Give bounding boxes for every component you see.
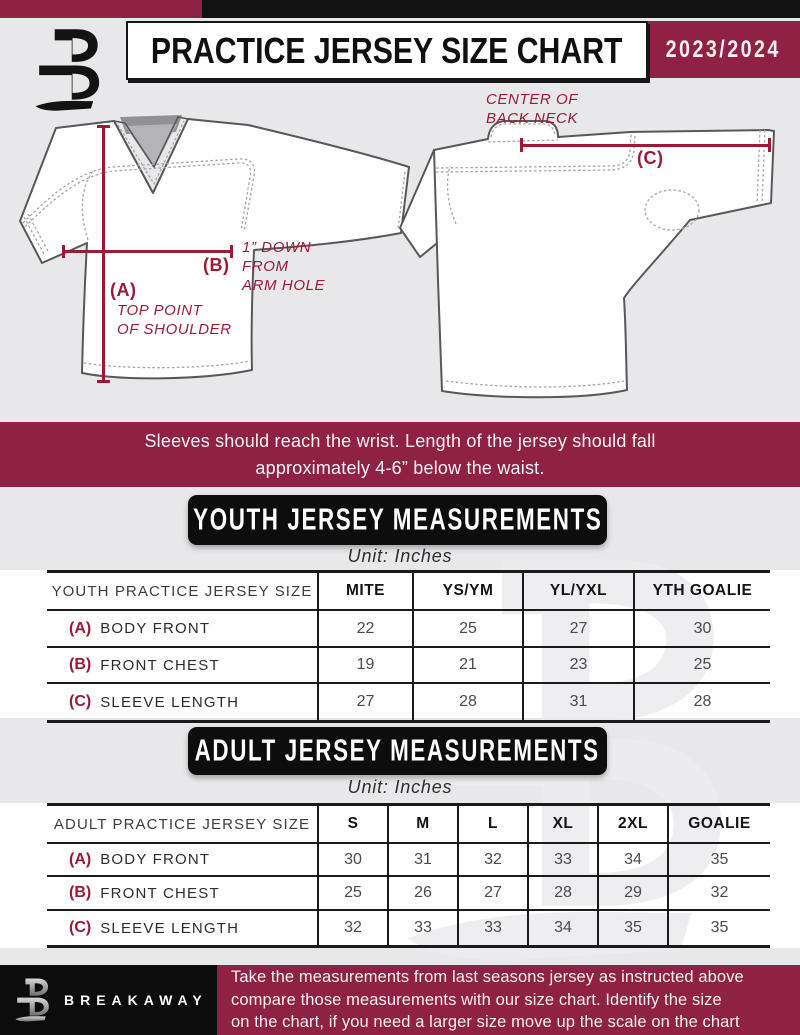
- footer-line1: Take the measurements from last seasons jersey as instructed above: [231, 968, 744, 987]
- footer-line3: on the chart, if you need a larger size move up the scale on the chart: [231, 1013, 740, 1032]
- measure-line-a: [102, 126, 105, 382]
- fit-instruction-line2: approximately 4-6” below the waist.: [255, 457, 545, 478]
- adult-section-heading: ADULT JERSEY MEASUREMENTS: [188, 727, 607, 775]
- adult-unit-label: Unit: Inches: [347, 777, 453, 797]
- measure-line-b-cap-right: [230, 245, 233, 258]
- breakaway-b-logo-icon: [34, 26, 108, 114]
- measure-line-c-cap-left: [520, 138, 523, 152]
- top-strip-maroon: [0, 0, 202, 18]
- youth-unit-label: Unit: Inches: [347, 546, 453, 566]
- table-row: (C) SLEEVE LENGTH 32 33 33 34 35 35: [47, 911, 770, 945]
- season-badge: [646, 21, 800, 78]
- label-c-note: CENTER OF BACK NECK: [486, 91, 579, 127]
- fit-instruction-line1: Sleeves should reach the wrist. Length of the jersey should fall: [144, 430, 656, 451]
- table-row: (A) BODY FRONT 22 25 27 30: [47, 611, 770, 648]
- page-title-box: [126, 21, 648, 80]
- jersey-back-diagram: [398, 104, 798, 409]
- youth-section-heading: YOUTH JERSEY MEASUREMENTS: [188, 495, 607, 545]
- top-strip-black: [202, 0, 800, 18]
- table-header-row: YOUTH PRACTICE JERSEY SIZE MITE YS/YM YL/YXL YTH GOALIE: [47, 573, 770, 611]
- footer-b-logo-icon: [14, 977, 54, 1023]
- footer-instructions: [217, 965, 800, 1035]
- measure-line-a-cap-bottom: [97, 380, 110, 383]
- table-row: (B) FRONT CHEST 25 26 27 28 29 32: [47, 877, 770, 911]
- measure-line-c-cap-right: [768, 138, 771, 152]
- table-row: (A) BODY FRONT 30 31 32 33 34 35: [47, 844, 770, 877]
- youth-size-table: [47, 570, 770, 723]
- measure-line-c: [520, 144, 771, 147]
- table-row: (C) SLEEVE LENGTH 27 28 31 28: [47, 684, 770, 720]
- label-a-note: TOP POINT OF SHOULDER: [117, 302, 232, 338]
- label-b-note: 1” DOWN FROM ARM HOLE: [242, 239, 326, 294]
- page-title: PRACTICE JERSEY SIZE CHART: [151, 29, 623, 71]
- label-b-key: (B): [203, 255, 230, 275]
- table-row: (B) FRONT CHEST 19 21 23 25: [47, 648, 770, 684]
- measure-line-b: [62, 250, 233, 253]
- label-c-key: (C): [637, 148, 664, 168]
- adult-size-table: [47, 803, 770, 948]
- season-label: 2023/2024: [665, 35, 781, 63]
- footer-line2: compare those measurements with our size chart. Identify the size: [231, 990, 722, 1009]
- jersey-front-diagram: [8, 104, 420, 404]
- measure-line-a-cap-top: [97, 125, 110, 128]
- table-header-row: ADULT PRACTICE JERSEY SIZE S M L XL 2XL GOALIE: [47, 806, 770, 844]
- measure-line-b-cap-left: [62, 245, 65, 258]
- label-a-key: (A): [110, 280, 137, 300]
- footer-brand-block: [0, 965, 217, 1035]
- footer-brand-name: BREAKAWAY: [64, 992, 208, 1008]
- fit-instruction-banner: [0, 422, 800, 487]
